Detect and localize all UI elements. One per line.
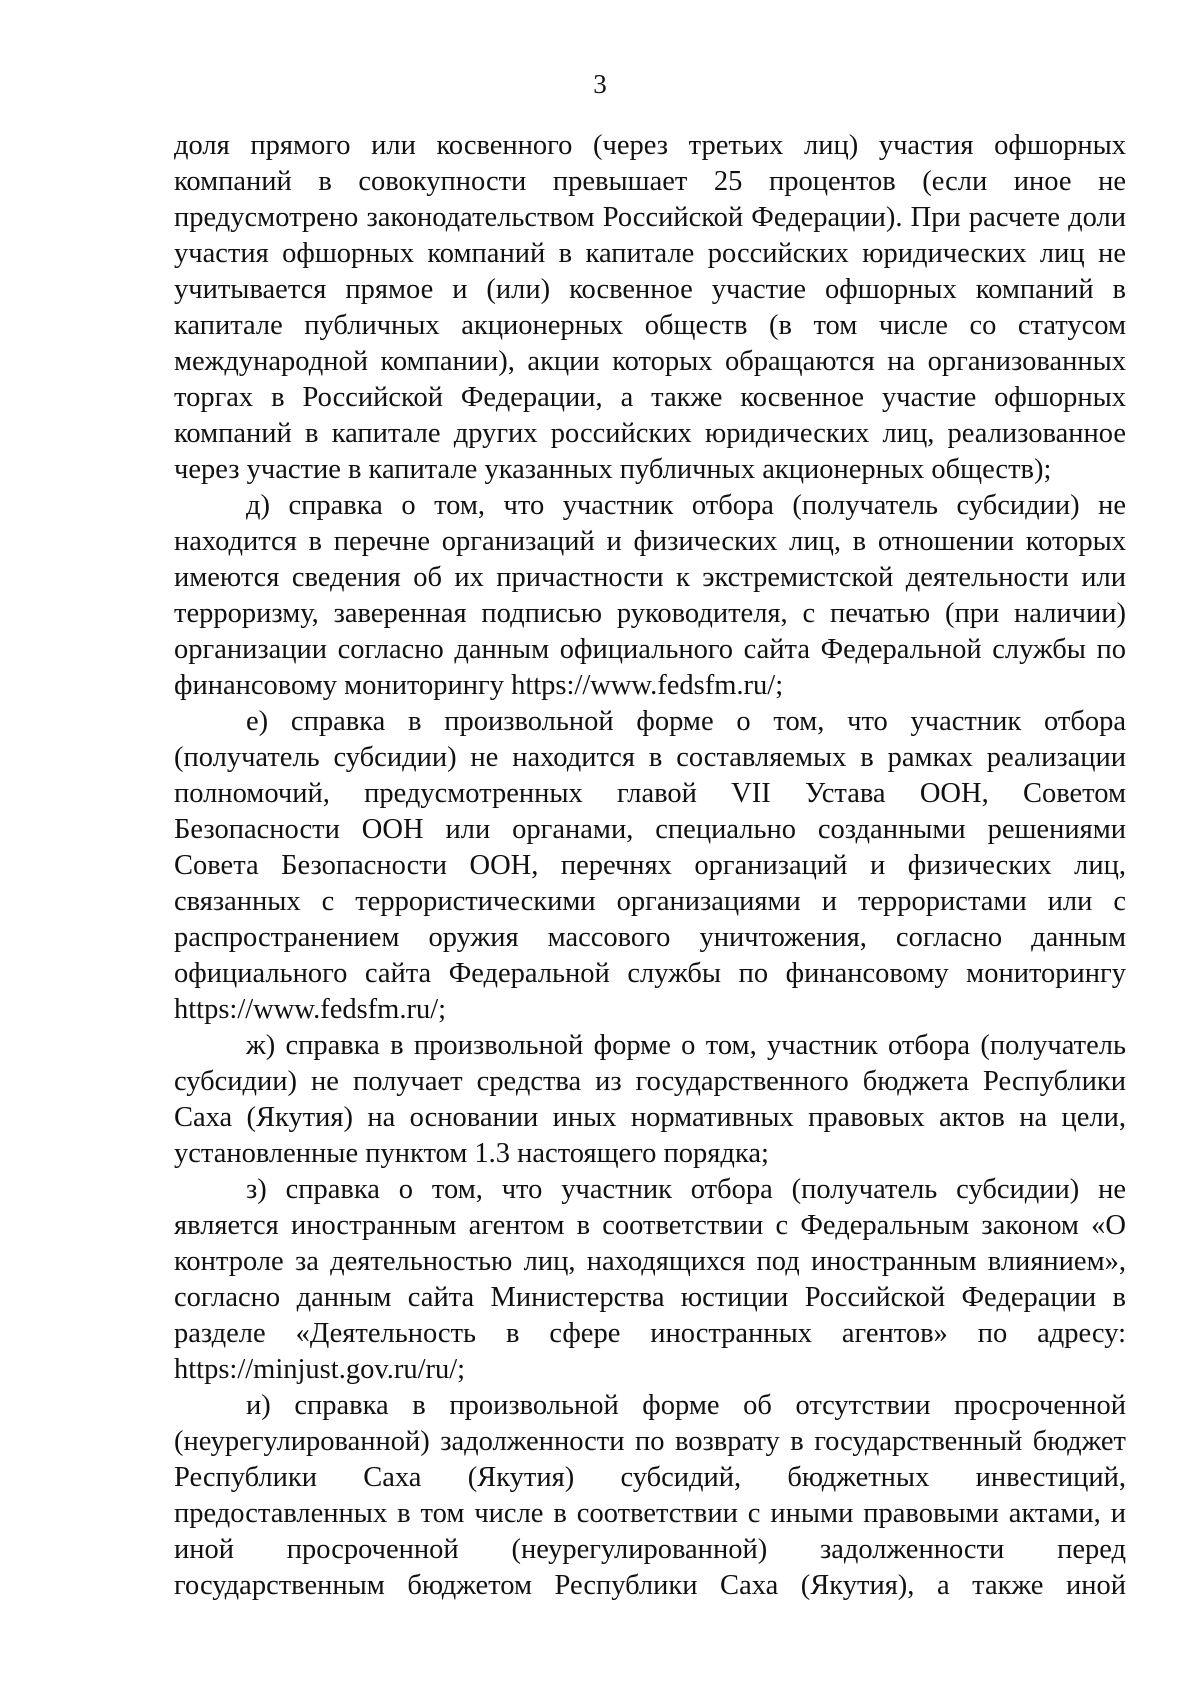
page-number: 3 [593,69,607,99]
paragraph-item-i: и) справка в произвольной форме об отсутствии просроченной (неурегулированной) задолженности по возврату в государственный бюджет Республики Саха (Якутия) субсидий, бюджетных инвестиций, предоставленных в том числе в соответствии с иными правовыми актами, и иной просроченной (неурегулированной) задолженности перед государственным бюджетом Республики Саха (Якутия), а также иной [174,1390,1126,1601]
paragraph-item-zh: ж) справка в произвольной форме о том, участник отбора (получатель субсидии) не получает средства из государственного бюджета Республики Саха (Якутия) на основании иных нормативных правовых актов на цели, установленные пунктом 1.3 настоящего порядка; [174,1030,1126,1169]
paragraph-offshore-participation: доля прямого или косвенного (через третьих лиц) участия офшорных компаний в совокупности превышает 25 процентов (если иное не предусмотрено законодательством Российской Федерации). При расчете доли участия офшорных компаний в капитале российских юридических лиц не учитывается прямое и (или) косвенное участие офшорных компаний в капитале публичных акционерных обществ (в том числе со статусом международной компании), акции которых обращаются на организованных торгах в Российской Федерации, а также косвенное участие офшорных компаний в капитале других российских юридических лиц, реализованное через участие в капитале указанных публичных акционерных обществ); [174,130,1126,485]
paragraph-item-z: з) справка о том, что участник отбора (получатель субсидии) не является иностранным агентом в соответствии с Федеральным законом «О контроле за деятельностью лиц, находящихся под иностранным влиянием», согласно данным сайта Министерства юстиции Российской Федерации в разделе «Деятельность в сфере иностранных агентов» по адресу: https://minjust.gov.ru/ru/; [174,1174,1126,1385]
paragraph-item-d: д) справка о том, что участник отбора (получатель субсидии) не находится в перечне организаций и физических лиц, в отношении которых имеются сведения об их причастности к экстремистской деятельности или терроризму, заверенная подписью руководителя, с печатью (при наличии) организации согласно данным официального сайта Федеральной службы по финансовому мониторингу https://www.fedsfm.ru/; [174,490,1126,701]
paragraph-item-e: е) справка в произвольной форме о том, что участник отбора (получатель субсидии) не находится в составляемых в рамках реализации полномочий, предусмотренных главой VII Устава ООН, Советом Безопасности ООН или органами, специально созданными решениями Совета Безопасности ООН, перечнях организаций и физических лиц, связанных с террористическими организациями и террористами или с распространением оружия массового уничтожения, согласно данным официального сайта Федеральной службы по финансовому мониторингу https://www.fedsfm.ru/; [174,706,1126,1025]
document-body [174,128,1126,1604]
